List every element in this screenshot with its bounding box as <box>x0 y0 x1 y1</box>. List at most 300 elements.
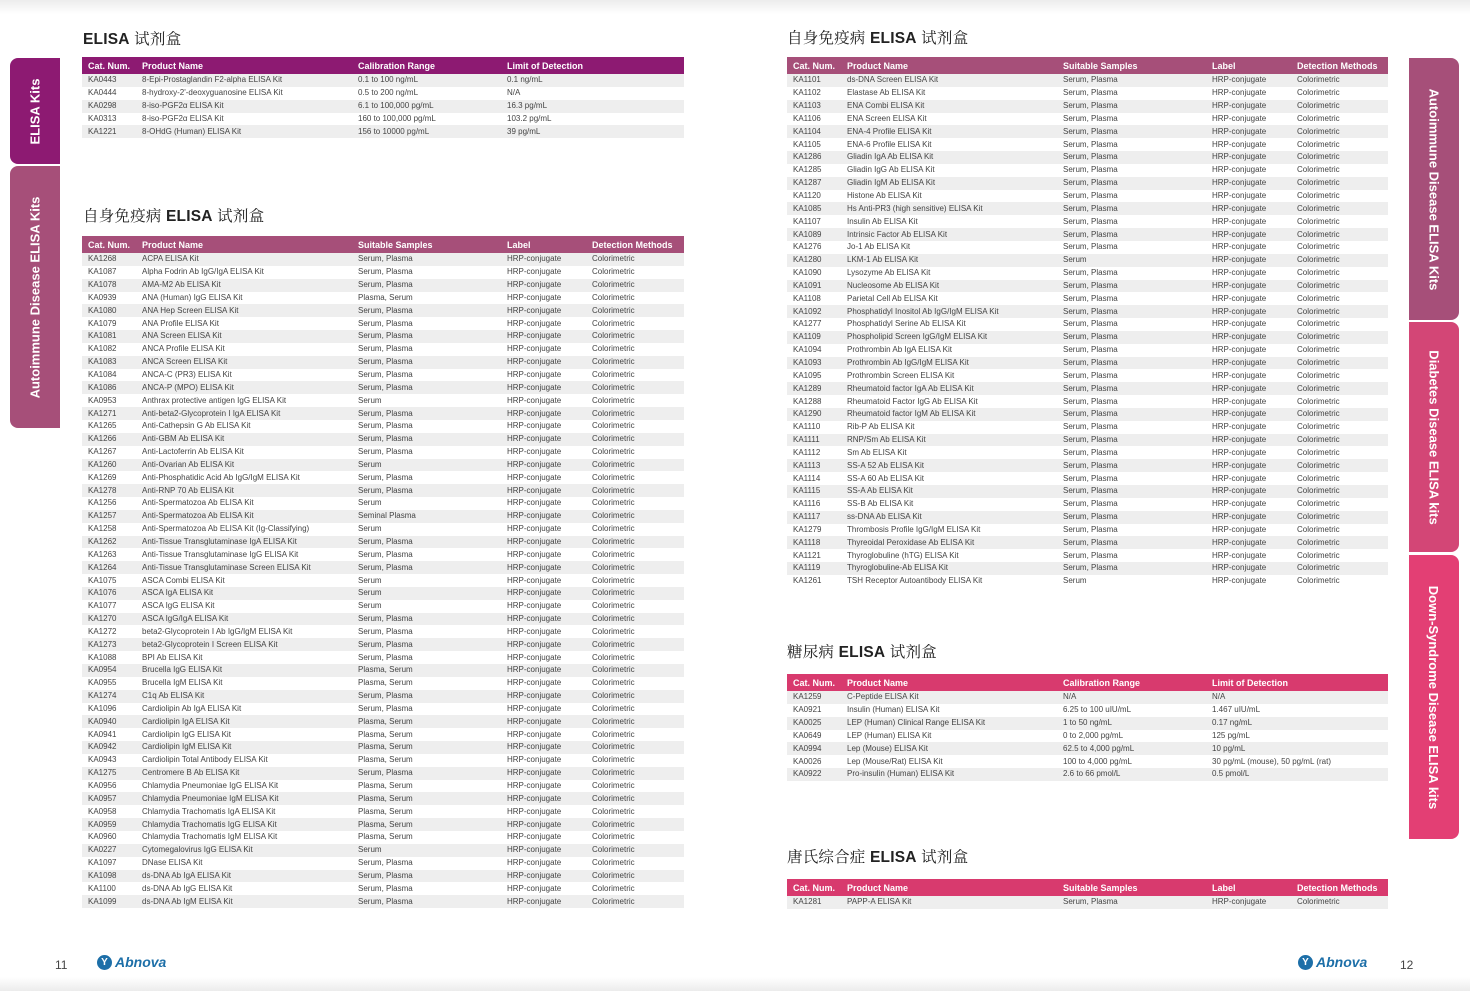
table-cell: Plasma, Serum <box>352 754 501 767</box>
table-row <box>787 113 1388 126</box>
table-cell: HRP-conjugate <box>501 369 586 382</box>
table-row <box>82 407 684 420</box>
table-cell: ds-DNA Screen ELISA Kit <box>841 74 1057 87</box>
table-row <box>787 202 1388 215</box>
table-cell: KA1096 <box>82 703 136 716</box>
table-cell: HRP-conjugate <box>501 394 586 407</box>
table-cell: Colorimetric <box>1291 395 1388 408</box>
table-cell: Anti-Lactoferrin Ab ELISA Kit <box>136 446 352 459</box>
table-cell: KA1274 <box>82 690 136 703</box>
table-row <box>787 125 1388 138</box>
table-cell: HRP-conjugate <box>501 356 586 369</box>
table-cell: Serum, Plasma <box>1057 511 1206 524</box>
table-row <box>82 459 684 472</box>
table-cell: Colorimetric <box>1291 305 1388 318</box>
table-row <box>787 292 1388 305</box>
table-cell: Serum, Plasma <box>1057 446 1206 459</box>
table-cell: HRP-conjugate <box>1206 228 1291 241</box>
table-cell: ANA Screen ELISA Kit <box>136 330 352 343</box>
table-cell: Phosphatidyl Serine Ab ELISA Kit <box>841 318 1057 331</box>
table-cell: Chlamydia Trachomatis IgG ELISA Kit <box>136 818 352 831</box>
tab-down-syndrome[interactable] <box>1409 555 1459 839</box>
table-row <box>787 511 1388 524</box>
table-cell: Colorimetric <box>586 381 684 394</box>
table-cell: Serum, Plasma <box>1057 138 1206 151</box>
table-cell: Serum, Plasma <box>1057 331 1206 344</box>
table-cell: Cardiolipin IgG ELISA Kit <box>136 728 352 741</box>
table-cell: HRP-conjugate <box>1206 549 1291 562</box>
table-cell: Colorimetric <box>586 536 684 549</box>
table-row <box>82 870 684 883</box>
table-cell: Colorimetric <box>586 780 684 793</box>
table-row <box>787 87 1388 100</box>
table-cell: 8-iso-PGF2α ELISA Kit <box>136 100 352 113</box>
table-cell: LEP (Human) Clinical Range ELISA Kit <box>841 717 1057 730</box>
table-cell: Serum, Plasma <box>352 767 501 780</box>
table-row <box>787 446 1388 459</box>
table-cell: KA1285 <box>787 164 841 177</box>
table-cell: KA0943 <box>82 754 136 767</box>
table-cell: Nucleosome Ab ELISA Kit <box>841 280 1057 293</box>
table-cell: HRP-conjugate <box>501 266 586 279</box>
table-cell: Serum <box>352 587 501 600</box>
table-cell: Serum, Plasma <box>1057 472 1206 485</box>
table-cell: HRP-conjugate <box>501 613 586 626</box>
table-cell: Colorimetric <box>1291 202 1388 215</box>
table-cell: HRP-conjugate <box>501 523 586 536</box>
table-row <box>787 228 1388 241</box>
table-row <box>82 343 684 356</box>
table-header <box>787 879 1388 896</box>
table-cell: KA1085 <box>787 202 841 215</box>
table-cell: Chlamydia Pneumoniae IgG ELISA Kit <box>136 780 352 793</box>
table-row <box>82 381 684 394</box>
table-cell: KA1080 <box>82 304 136 317</box>
table-cell: Colorimetric <box>586 548 684 561</box>
brand-name: Abnova <box>115 954 167 970</box>
table-cell: Plasma, Serum <box>352 292 501 305</box>
table-cell: AMA-M2 Ab ELISA Kit <box>136 279 352 292</box>
table-cell: Serum, Plasma <box>352 638 501 651</box>
table-cell: Colorimetric <box>1291 357 1388 370</box>
table-cell: Colorimetric <box>586 304 684 317</box>
table-cell: KA1257 <box>82 510 136 523</box>
table-cell: HRP-conjugate <box>501 870 586 883</box>
table-cell: HRP-conjugate <box>501 484 586 497</box>
table-cell: Brucella IgM ELISA Kit <box>136 677 352 690</box>
table-cell: Anti-GBM Ab ELISA Kit <box>136 433 352 446</box>
table-cell: Serum, Plasma <box>352 536 501 549</box>
table-row <box>82 625 684 638</box>
table-cell: Serum, Plasma <box>1057 318 1206 331</box>
table-cell: KA1260 <box>82 459 136 472</box>
table-cell: KA1273 <box>82 638 136 651</box>
table-cell: KA0942 <box>82 741 136 754</box>
table-cell: Colorimetric <box>586 407 684 420</box>
table-cell: KA0026 <box>787 755 841 768</box>
table-row <box>787 280 1388 293</box>
table-cell: Serum, Plasma <box>1057 395 1206 408</box>
table-row <box>82 818 684 831</box>
table-cell: HRP-conjugate <box>501 857 586 870</box>
table-cell: HRP-conjugate <box>501 548 586 561</box>
table-row <box>787 730 1388 743</box>
table-cell: Cardiolipin Total Antibody ELISA Kit <box>136 754 352 767</box>
table-row <box>787 395 1388 408</box>
table-cell: 0.5 to 200 ng/mL <box>352 87 501 100</box>
table-cell: HRP-conjugate <box>501 792 586 805</box>
table-row <box>82 113 684 126</box>
table-cell: HRP-conjugate <box>1206 267 1291 280</box>
section-title-autoimmune-right: 自身免疫病 ELISA 试剂盒 <box>787 30 969 47</box>
table-cell: 8-Epi-Prostaglandin F2-alpha ELISA Kit <box>136 74 352 87</box>
table-cell: TSH Receptor Autoantibody ELISA Kit <box>841 575 1057 588</box>
table-cell: Lysozyme Ab ELISA Kit <box>841 267 1057 280</box>
table-cell: Colorimetric <box>1291 280 1388 293</box>
table-row <box>82 831 684 844</box>
page-number-right: 12 <box>1400 958 1414 972</box>
table-cell: KA1259 <box>787 691 841 704</box>
table-row <box>82 587 684 600</box>
table-cell: Pro-insulin (Human) ELISA Kit <box>841 768 1057 781</box>
table-cell: KA0994 <box>787 742 841 755</box>
table-row <box>82 767 684 780</box>
table-cell: Colorimetric <box>586 279 684 292</box>
table-cell: Prothrombin Screen ELISA Kit <box>841 369 1057 382</box>
table-cell: Anti-Phosphatidic Acid Ab IgG/IgM ELISA Kit <box>136 471 352 484</box>
table-cell: HRP-conjugate <box>501 446 586 459</box>
table-cell: Serum <box>352 523 501 536</box>
table-cell: KA1117 <box>787 511 841 524</box>
table-cell: KA1280 <box>787 254 841 267</box>
table-cell: HRP-conjugate <box>1206 382 1291 395</box>
table-cell: KA1110 <box>787 421 841 434</box>
tab-label: Diabetes Disease ELISA kits <box>1426 349 1442 525</box>
table-cell: Colorimetric <box>586 459 684 472</box>
table-cell: KA1077 <box>82 600 136 613</box>
tab-autoimmune-left[interactable] <box>10 166 60 428</box>
table-cell: Serum <box>352 574 501 587</box>
table-cell: 0.1 ng/mL <box>501 74 684 87</box>
table-cell: Serum, Plasma <box>1057 151 1206 164</box>
table-cell: Colorimetric <box>586 870 684 883</box>
table-cell: RNP/Sm Ab ELISA Kit <box>841 434 1057 447</box>
table-cell: Anti-Cathepsin G Ab ELISA Kit <box>136 420 352 433</box>
table-cell: Anti-Tissue Transglutaminase IgA ELISA Kit <box>136 536 352 549</box>
table-cell: KA0227 <box>82 844 136 857</box>
table-cell: KA1102 <box>787 87 841 100</box>
table-cell: Serum, Plasma <box>352 484 501 497</box>
table-row <box>82 420 684 433</box>
table-cell: Colorimetric <box>1291 151 1388 164</box>
table-cell: ds-DNA Ab IgA ELISA Kit <box>136 870 352 883</box>
table-cell: KA1103 <box>787 100 841 113</box>
table-cell: Colorimetric <box>586 741 684 754</box>
table-row <box>82 780 684 793</box>
table-cell: KA0955 <box>82 677 136 690</box>
table-cell: 10 pg/mL <box>1206 742 1388 755</box>
table-cell: Colorimetric <box>586 523 684 536</box>
table-cell: Colorimetric <box>586 831 684 844</box>
table-cell: Colorimetric <box>1291 228 1388 241</box>
table-cell: 100 to 4,000 pg/mL <box>1057 755 1206 768</box>
table-cell: HRP-conjugate <box>1206 318 1291 331</box>
table-cell: KA1271 <box>82 407 136 420</box>
table-cell: KA1087 <box>82 266 136 279</box>
table-row <box>82 446 684 459</box>
table-cell: KA1290 <box>787 408 841 421</box>
table-cell: KA1277 <box>787 318 841 331</box>
brand-name: Abnova <box>1316 954 1368 970</box>
table-cell: KA1264 <box>82 561 136 574</box>
table-row <box>787 434 1388 447</box>
table-cell: HRP-conjugate <box>501 754 586 767</box>
table-row <box>82 895 684 908</box>
table-cell: KA1099 <box>82 895 136 908</box>
table-cell: Cardiolipin Ab IgA ELISA Kit <box>136 703 352 716</box>
table-cell: HRP-conjugate <box>1206 151 1291 164</box>
table-cell: KA1113 <box>787 459 841 472</box>
table-cell: Colorimetric <box>586 433 684 446</box>
table-cell: KA1116 <box>787 498 841 511</box>
table-cell: KA1289 <box>787 382 841 395</box>
table-cell: Phospholipid Screen IgG/IgM ELISA Kit <box>841 331 1057 344</box>
column-header: Cat. Num. <box>82 236 136 253</box>
table-cell: Thyreoidal Peroxidase Ab ELISA Kit <box>841 536 1057 549</box>
table-row <box>82 87 684 100</box>
table-cell: HRP-conjugate <box>1206 344 1291 357</box>
table-cell: HRP-conjugate <box>1206 113 1291 126</box>
table-cell: KA0922 <box>787 768 841 781</box>
column-header: Calibration Range <box>1057 674 1206 691</box>
table-cell: Colorimetric <box>1291 74 1388 87</box>
table-cell: 0.5 pmol/L <box>1206 768 1388 781</box>
tab-autoimmune-right[interactable] <box>1409 58 1459 320</box>
table-cell: Colorimetric <box>586 754 684 767</box>
column-header: Product Name <box>841 674 1057 691</box>
table-cell: ASCA Combi ELISA Kit <box>136 574 352 587</box>
table-cell: Lep (Mouse) ELISA Kit <box>841 742 1057 755</box>
table-cell: KA0921 <box>787 704 841 717</box>
table-cell: HRP-conjugate <box>1206 87 1291 100</box>
table-cell: HRP-conjugate <box>501 279 586 292</box>
table-row <box>787 100 1388 113</box>
table-cell: ASCA IgG/IgA ELISA Kit <box>136 613 352 626</box>
table-cell: HRP-conjugate <box>501 895 586 908</box>
column-header: Cat. Num. <box>82 57 136 74</box>
table-cell: 8-OHdG (Human) ELISA Kit <box>136 125 352 138</box>
table-cell: LKM-1 Ab ELISA Kit <box>841 254 1057 267</box>
table-cell: Plasma, Serum <box>352 664 501 677</box>
section-title-autoimmune-left: 自身免疫病 ELISA 试剂盒 <box>83 208 265 225</box>
table-cell: ss-DNA Ab ELISA Kit <box>841 511 1057 524</box>
table-row <box>787 549 1388 562</box>
table-cell: Plasma, Serum <box>352 792 501 805</box>
table-row <box>787 524 1388 537</box>
table-cell: ACPA ELISA Kit <box>136 253 352 266</box>
table-cell: Serum <box>1057 575 1206 588</box>
table-cell: Colorimetric <box>1291 369 1388 382</box>
table-cell: ENA-4 Profile ELISA Kit <box>841 125 1057 138</box>
table-row <box>787 254 1388 267</box>
table-cell: KA0443 <box>82 74 136 87</box>
table-row <box>787 241 1388 254</box>
table-row <box>82 754 684 767</box>
table-cell: HRP-conjugate <box>1206 254 1291 267</box>
table-cell: Rheumatoid Factor IgG Ab ELISA Kit <box>841 395 1057 408</box>
table-cell: HRP-conjugate <box>501 651 586 664</box>
table-row <box>82 561 684 574</box>
table-cell: Colorimetric <box>586 792 684 805</box>
table-cell: Colorimetric <box>1291 485 1388 498</box>
table-cell: Serum, Plasma <box>352 548 501 561</box>
table-cell: HRP-conjugate <box>501 703 586 716</box>
table-row <box>82 728 684 741</box>
table-row <box>82 857 684 870</box>
table-row <box>787 305 1388 318</box>
table-cell: Serum, Plasma <box>1057 485 1206 498</box>
abnova-logo-icon: Y <box>1298 955 1313 970</box>
table-cell: KA0313 <box>82 113 136 126</box>
table-cell: KA1266 <box>82 433 136 446</box>
table-cell: KA1281 <box>787 896 841 909</box>
table-cell: KA0649 <box>787 730 841 743</box>
table-row <box>787 704 1388 717</box>
table-row <box>787 691 1388 704</box>
table-cell: Anti-Spermatozoa Ab ELISA Kit (Ig-Classifying) <box>136 523 352 536</box>
table-cell: HRP-conjugate <box>501 587 586 600</box>
table-row <box>82 330 684 343</box>
table-cell: Thyroglobuline-Ab ELISA Kit <box>841 562 1057 575</box>
table-cell: Histone Ab ELISA Kit <box>841 190 1057 203</box>
table-cell: Colorimetric <box>1291 138 1388 151</box>
table-cell: Serum, Plasma <box>1057 215 1206 228</box>
diabetes-table <box>787 674 1388 781</box>
table-cell: Serum, Plasma <box>352 253 501 266</box>
table-cell: Colorimetric <box>1291 100 1388 113</box>
table-cell: HRP-conjugate <box>1206 536 1291 549</box>
tab-label: Autoimmune Disease ELISA Kits <box>1426 88 1442 290</box>
table-cell: Gliadin IgM Ab ELISA Kit <box>841 177 1057 190</box>
table-row <box>82 125 684 138</box>
table-row <box>82 613 684 626</box>
table-cell: Serum, Plasma <box>1057 536 1206 549</box>
table-cell: Colorimetric <box>586 613 684 626</box>
table-cell: Colorimetric <box>1291 292 1388 305</box>
table-cell: Colorimetric <box>586 369 684 382</box>
column-header: Detection Methods <box>586 236 684 253</box>
table-cell: N/A <box>1206 691 1388 704</box>
table-cell: KA1221 <box>82 125 136 138</box>
table-cell: HRP-conjugate <box>501 381 586 394</box>
table-cell: HRP-conjugate <box>501 638 586 651</box>
table-cell: Serum, Plasma <box>1057 100 1206 113</box>
table-cell: Serum, Plasma <box>1057 459 1206 472</box>
table-cell: beta2-Glycoprotein I Ab IgG/IgM ELISA Kit <box>136 625 352 638</box>
table-cell: 8-iso-PGF2α ELISA Kit <box>136 113 352 126</box>
table-row <box>82 304 684 317</box>
section-title-down-syndrome: 唐氏综合症 ELISA 试剂盒 <box>787 849 969 866</box>
table-cell: Parietal Cell Ab ELISA Kit <box>841 292 1057 305</box>
table-cell: 6.1 to 100,000 pg/mL <box>352 100 501 113</box>
table-cell: Serum, Plasma <box>1057 202 1206 215</box>
table-cell: KA1092 <box>787 305 841 318</box>
table-cell: Serum, Plasma <box>352 369 501 382</box>
table-cell: Plasma, Serum <box>352 818 501 831</box>
table-cell: KA1270 <box>82 613 136 626</box>
table-cell: Plasma, Serum <box>352 780 501 793</box>
table-cell: HRP-conjugate <box>1206 524 1291 537</box>
table-row <box>787 74 1388 87</box>
table-cell: ENA Combi ELISA Kit <box>841 100 1057 113</box>
table-cell: KA1118 <box>787 536 841 549</box>
table-cell: KA1263 <box>82 548 136 561</box>
tab-elisa-kits[interactable] <box>10 58 60 164</box>
table-cell: HRP-conjugate <box>501 767 586 780</box>
table-cell: Colorimetric <box>586 497 684 510</box>
table-cell: Serum <box>352 497 501 510</box>
table-cell: KA1111 <box>787 434 841 447</box>
table-cell: Colorimetric <box>586 728 684 741</box>
table-cell: HRP-conjugate <box>501 497 586 510</box>
table-cell: ANCA-C (PR3) ELISA Kit <box>136 369 352 382</box>
table-row <box>82 574 684 587</box>
column-header: Limit of Detection <box>501 57 684 74</box>
table-row <box>82 433 684 446</box>
table-header <box>82 57 684 74</box>
table-cell: Anti-Ovarian Ab ELISA Kit <box>136 459 352 472</box>
table-cell: HRP-conjugate <box>501 317 586 330</box>
table-cell: 0 to 2,000 pg/mL <box>1057 730 1206 743</box>
table-cell: ANCA-P (MPO) ELISA Kit <box>136 381 352 394</box>
table-cell: Brucella IgG ELISA Kit <box>136 664 352 677</box>
table-row <box>82 638 684 651</box>
table-cell: Anti-beta2-Glycoprotein I IgA ELISA Kit <box>136 407 352 420</box>
table-row <box>82 600 684 613</box>
table-row <box>82 651 684 664</box>
table-cell: C-Peptide ELISA Kit <box>841 691 1057 704</box>
table-cell: KA1091 <box>787 280 841 293</box>
table-cell: Colorimetric <box>1291 434 1388 447</box>
table-cell: 16.3 pg/mL <box>501 100 684 113</box>
column-header: Product Name <box>136 236 352 253</box>
table-cell: Rib-P Ab ELISA Kit <box>841 421 1057 434</box>
table-cell: Chlamydia Pneumoniae IgM ELISA Kit <box>136 792 352 805</box>
table-cell: HRP-conjugate <box>1206 190 1291 203</box>
table-row <box>82 253 684 266</box>
table-cell: HRP-conjugate <box>501 780 586 793</box>
table-cell: Serum, Plasma <box>352 561 501 574</box>
table-cell: KA1276 <box>787 241 841 254</box>
table-cell: Serum, Plasma <box>1057 896 1206 909</box>
table-row <box>787 164 1388 177</box>
table-cell: Colorimetric <box>586 446 684 459</box>
table-cell: Cardiolipin IgM ELISA Kit <box>136 741 352 754</box>
table-cell: HRP-conjugate <box>1206 100 1291 113</box>
table-row <box>787 318 1388 331</box>
table-cell: KA1104 <box>787 125 841 138</box>
table-cell: Serum <box>352 844 501 857</box>
tab-diabetes[interactable] <box>1409 322 1459 552</box>
table-cell: KA1286 <box>787 151 841 164</box>
table-cell: Colorimetric <box>586 638 684 651</box>
table-row <box>787 536 1388 549</box>
table-cell: LEP (Human) ELISA Kit <box>841 730 1057 743</box>
table-cell: Serum, Plasma <box>352 625 501 638</box>
table-cell: KA0960 <box>82 831 136 844</box>
table-cell: Serum, Plasma <box>1057 369 1206 382</box>
table-row <box>82 741 684 754</box>
